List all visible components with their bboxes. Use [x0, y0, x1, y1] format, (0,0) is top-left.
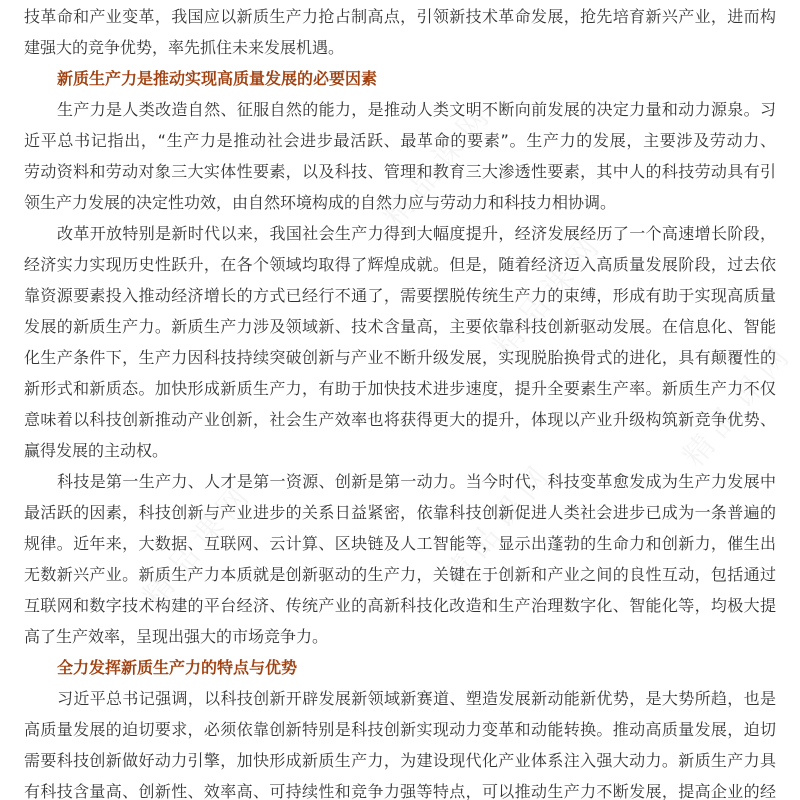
article-line: 规律。近年来，大数据、互联网、云计算、区块链及人工智能等，显示出蓬勃的生命力和创新力，催生出 — [24, 534, 776, 553]
paragraph — [24, 94, 776, 218]
article-line: 领生产力发展的决定性功效，由自然环境构成的自然力应与劳动力和科技力相协调。 — [24, 193, 617, 212]
section-heading: 新质生产力是推动实现高质量发展的必要因素 — [57, 69, 378, 88]
article-line: 建强大的竞争优势，率先抓住未来发展机遇。 — [24, 38, 345, 57]
article-line: 最活跃的因素，科技创新与产业进步的关系日益紧密，依靠科技创新促进人类社会进步已成为一条普遍的 — [24, 503, 776, 522]
article-body — [24, 1, 776, 800]
article-line: 意味着以科技创新推动产业创新，社会生产效率也将获得更大的提升，体现以产业升级构筑新竞争优势、 — [24, 410, 776, 429]
section-heading: 全力发挥新质生产力的特点与优势 — [57, 658, 298, 677]
article-line: 靠资源要素投入推动经济增长的方式已经行不通了，需要摆脱传统生产力的束缚，形成有助于实现高质量 — [24, 286, 776, 305]
article-line: 习近平总书记强调，以科技创新开辟发展新领域新赛道、塑造发展新动能新优势，是大势所趋，也是 — [57, 689, 776, 708]
article-line: 发展的新质生产力。新质生产力涉及领域新、技术含量高，主要依靠科技创新驱动发展。在信息化、智能 — [24, 317, 776, 336]
article-line: 生产力是人类改造自然、征服自然的能力，是推动人类文明不断向前发展的决定力量和动力源泉。习 — [57, 100, 776, 119]
article-line: 互联网和数字技术构建的平台经济、传统产业的高新科技化改造和生产治理数字化、智能化等，均极大提 — [24, 596, 776, 615]
article-line: 化生产条件下，生产力因科技持续突破创新与产业不断升级发展，实现脱胎换骨式的进化，具有颠覆性的 — [24, 348, 776, 367]
article-line: 有科技含量高、创新性、效率高、可持续性和竞争力强等特点，可以推动生产力不断发展，提高企业的经 — [24, 782, 776, 800]
paragraph — [24, 683, 776, 800]
article-line: 劳动资料和劳动对象三大实体性要素，以及科技、管理和教育三大渗透性要素，其中人的科技劳动具有引 — [24, 162, 776, 181]
article-line: 新形式和新质态。加快形成新质生产力，有助于加快技术进步速度，提升全要素生产率。新质生产力不仅 — [24, 379, 776, 398]
paragraph — [24, 466, 776, 652]
article-line: 近平总书记指出，“生产力是推动社会进步最活跃、最革命的要素”。生产力的发展，主要涉及劳动力、 — [24, 131, 776, 150]
article-line: 无数新兴产业。新质生产力本质就是创新驱动的生产力，关键在于创新和产业之间的良性互动，包括通过 — [24, 565, 776, 584]
article-line: 技革命和产业变革，我国应以新质生产力抢占制高点，引领新技术革命发展，抢先培育新兴产业，进而构 — [24, 7, 776, 26]
article-line: 改革开放特别是新时代以来，我国社会生产力得到大幅度提升，经济发展经历了一个高速增长阶段， — [57, 224, 776, 243]
paragraph — [24, 218, 776, 466]
article-line: 科技是第一生产力、人才是第一资源、创新是第一动力。当今时代，科技变革愈发成为生产力发展中 — [57, 472, 776, 491]
article-line: 高质量发展的迫切要求，必须依靠创新特别是科技创新实现动力变革和动能转换。推动高质量发展，迫切 — [24, 720, 776, 739]
article-line: 高了生产效率，呈现出强大的市场竞争力。 — [24, 627, 329, 646]
article-line: 经济实力实现历史性跃升，在各个领域均取得了辉煌成就。但是，随着经济迈入高质量发展阶段，过去依 — [24, 255, 776, 274]
article-line: 赢得发展的主动权。 — [24, 441, 169, 460]
paragraph-continuation — [24, 1, 776, 63]
article-line: 需要科技创新做好动力引擎，加快形成新质生产力，为建设现代化产业体系注入强大动力。新质生产力具 — [24, 751, 776, 770]
